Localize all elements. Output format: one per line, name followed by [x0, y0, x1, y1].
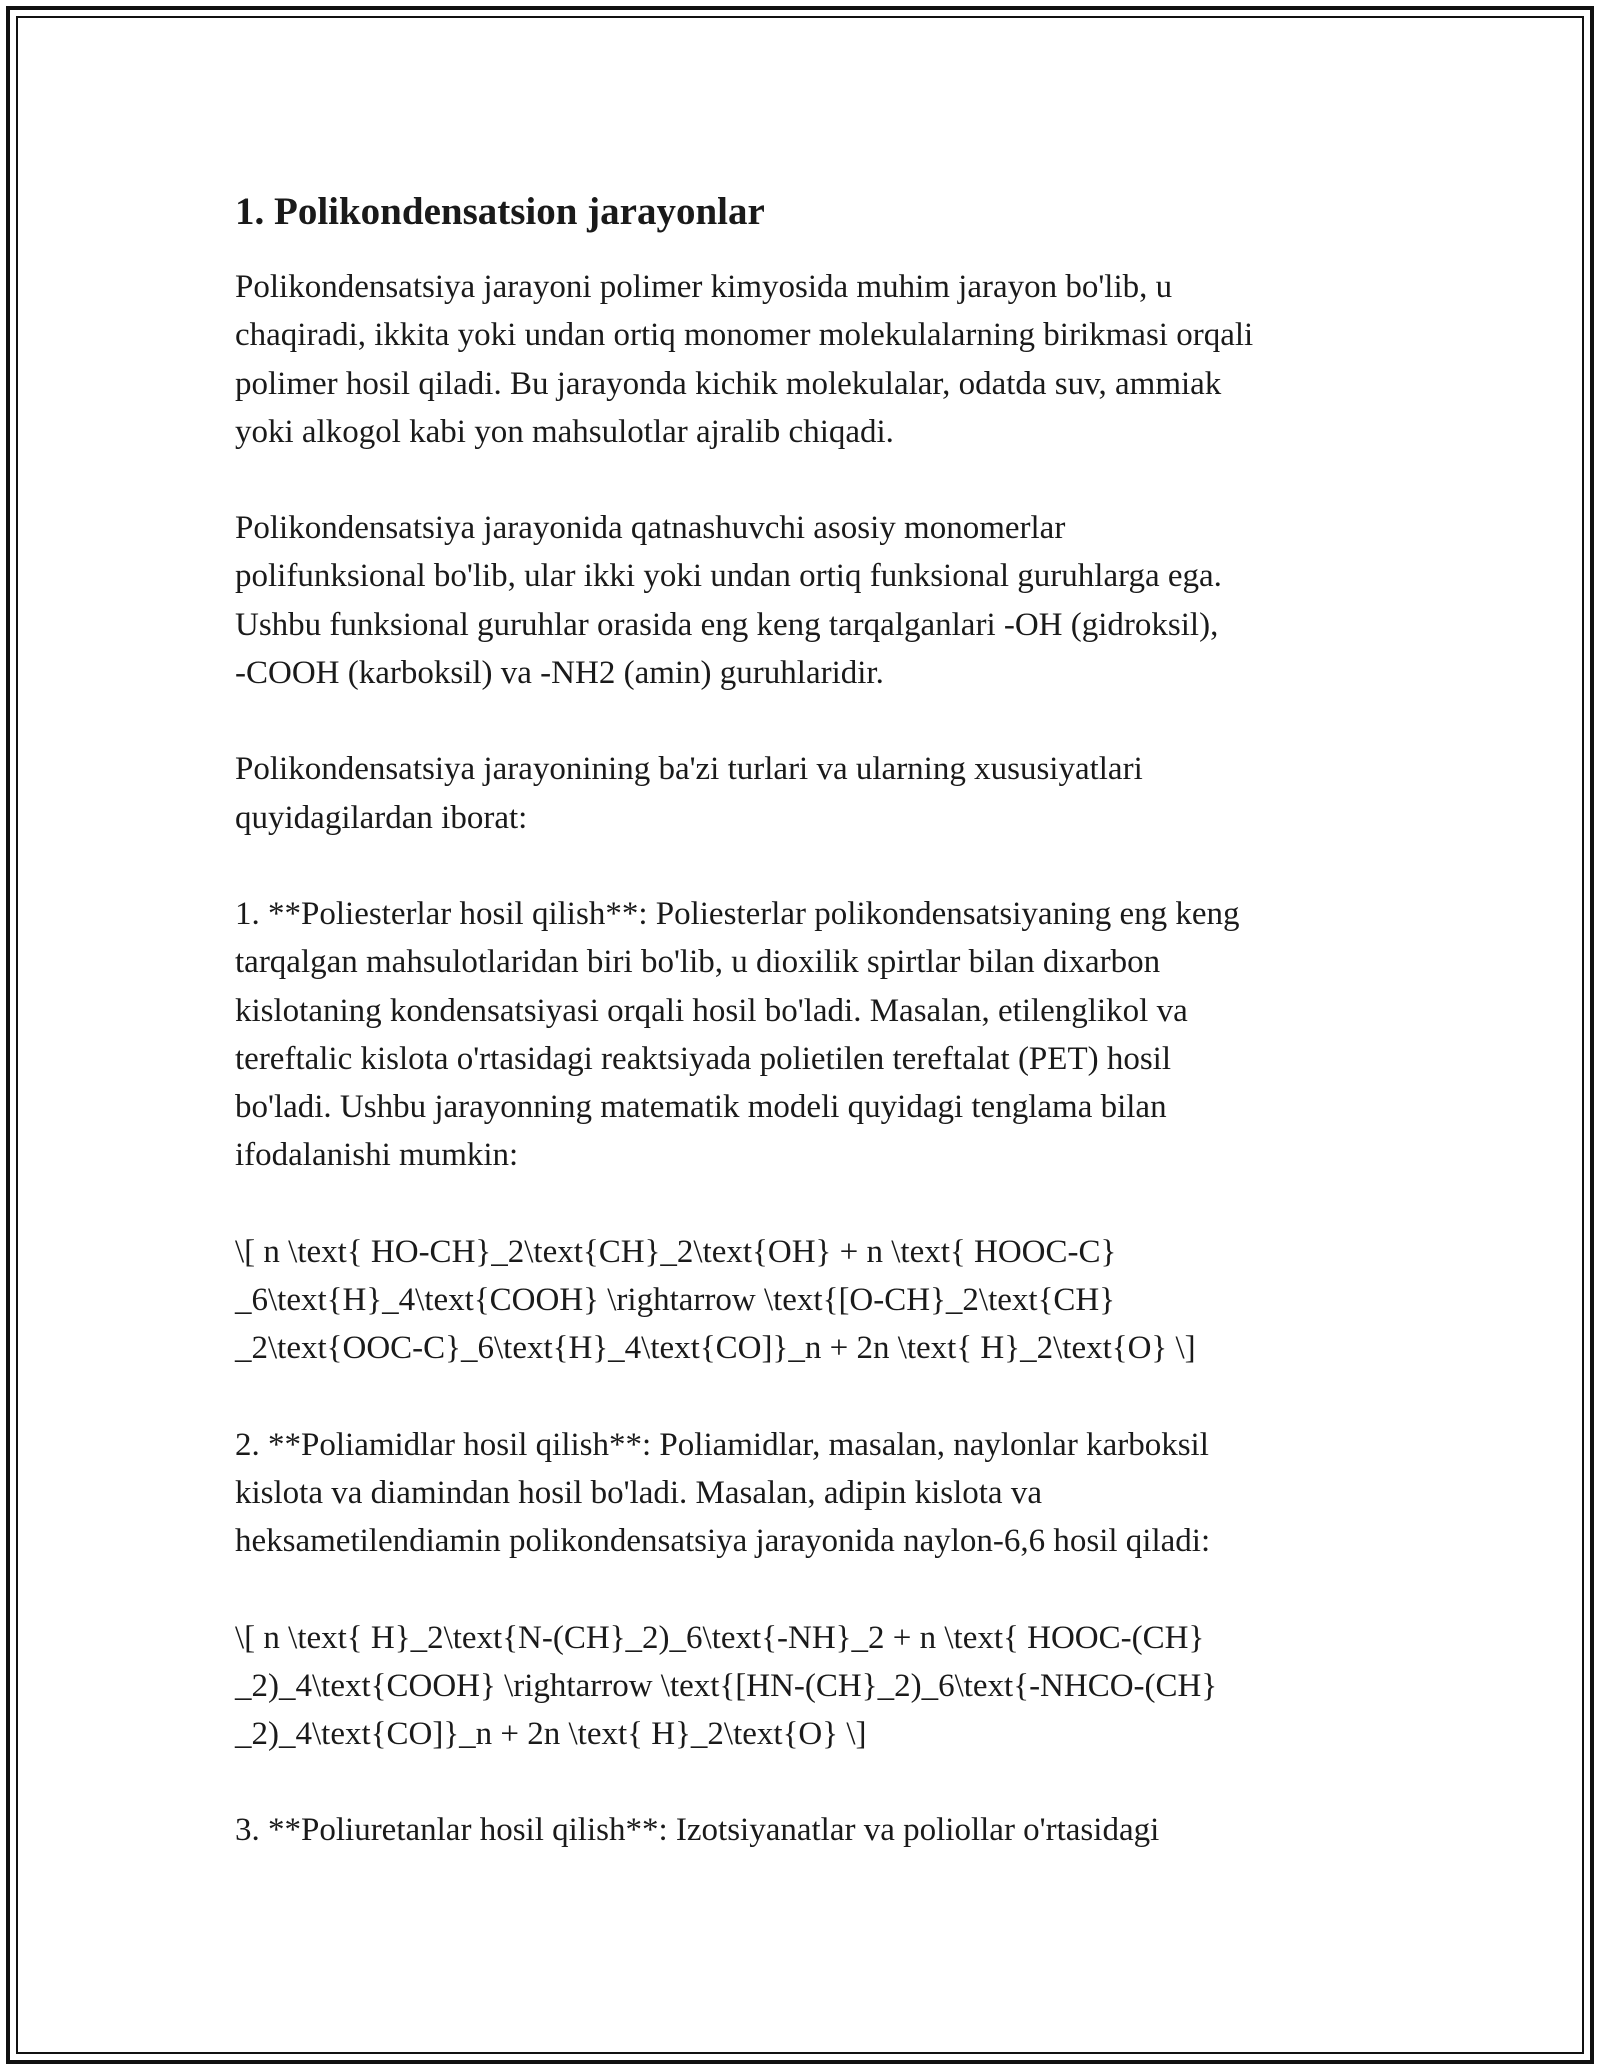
paragraph-polyamides: 2. **Poliamidlar hosil qilish**: Poliamidlar, masalan, naylonlar karboksil kislota va diamindan hosil bo'ladi. Masalan, adipin kislota va heksametilendiamin polikondensatsiya jarayonida naylon-6,6 hosil qiladi:: [235, 1426, 1211, 1560]
paragraph-types-intro: Polikondensatsiya jarayonining ba'zi turlari va ularning xususiyatlari quyidagilardan iborat:: [235, 751, 1143, 836]
section-heading: 1. Polikondensatsion jarayonlar: [235, 190, 765, 233]
equation-nylon: \[ n \text{ H}_2\text{N-(CH}_2)_6\text{-NH}_2 + n \text{ HOOC-(CH} _2)_4\text{COOH} \rightarrow \text{[HN-(CH}_2)_6\text{-NHCO-(CH} _2)_4\text{CO]}_n + 2n \text{ H}_2\text{O} \]: [235, 1619, 1218, 1753]
document-body: [235, 183, 1385, 1903]
paragraph-polyesters: 1. **Poliesterlar hosil qilish**: Poliesterlar polikondensatsiyaning eng keng tarqalgan mahsulotlaridan biri bo'lib, u dioxilik spirtlar bilan dixarbon kislotaning kondensatsiyasi orqali hosil bo'ladi. Masalan, etilenglikol va tereftalic kislota o'rtasidagi reaktsiyada polietilen tereftalat (PET) hosil bo'ladi. Ushbu jarayonning matematik modeli quyidagi tenglama bilan ifodalanishi mumkin:: [235, 895, 1240, 1174]
paragraph-polyurethanes: 3. **Poliuretanlar hosil qilish**: Izotsiyanatlar va poliollar o'rtasidagi: [235, 1812, 1160, 1849]
paragraph-intro: Polikondensatsiya jarayoni polimer kimyosida muhim jarayon bo'lib, u chaqiradi, ikkita yoki undan ortiq monomer molekulalarning birikmasi orqali polimer hosil qiladi. Bu jarayonda kichik molekulalar, odatda suv, ammiak yoki alkogol kabi yon mahsulotlar ajralib chiqadi.: [235, 269, 1254, 450]
paragraph-monomers: Polikondensatsiya jarayonida qatnashuvchi asosiy monomerlar polifunksional bo'lib, ular ikki yoki undan ortiq funksional guruhlarga ega. Ushbu funksional guruhlar orasida eng keng tarqalganlari -OH (gidroksil), -COOH (karboksil) va -NH2 (amin) guruhlaridir.: [235, 510, 1222, 692]
equation-pet: \[ n \text{ HO-CH}_2\text{CH}_2\text{OH} + n \text{ HOOC-C} _6\text{H}_4\text{COOH} \rightarrow \text{[O-CH}_2\text{CH} _2\text{OOC-C}_6\text{H}_4\text{CO]}_n + 2n \text{ H}_2\text{O} \]: [235, 1233, 1196, 1367]
